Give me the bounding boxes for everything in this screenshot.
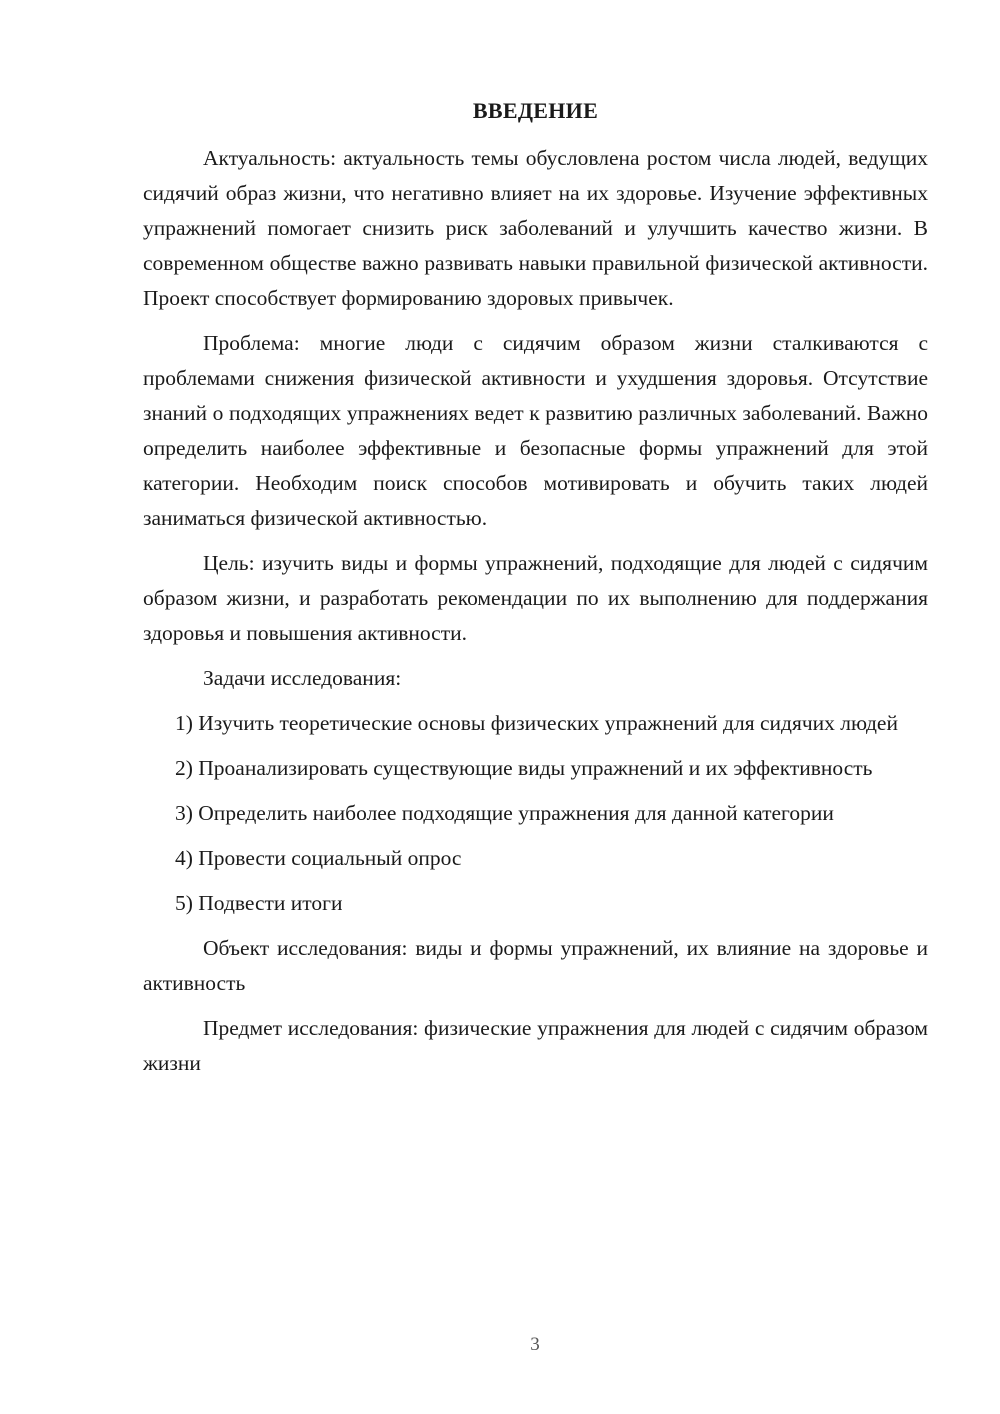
task-item-3: 3) Определить наиболее подходящие упражнения для данной категории xyxy=(175,801,834,825)
task-item-1: 1) Изучить теоретические основы физических упражнений для сидячих людей xyxy=(175,711,898,735)
tasks-heading: Задачи исследования: xyxy=(203,666,402,690)
goal-paragraph: Цель: изучить виды и формы упражнений, подходящие для людей с сидячим образом жизни, и разработать рекомендации по их выполнению для поддержания здоровья и повышения активности. xyxy=(143,551,928,645)
task-item-5: 5) Подвести итоги xyxy=(175,891,343,915)
subject-paragraph: Предмет исследования: физические упражнения для людей с сидячим образом жизни xyxy=(143,1016,928,1075)
relevance-paragraph: Актуальность: актуальность темы обусловлена ростом числа людей, ведущих сидячий образ жизни, что негативно влияет на их здоровье. Изучение эффективных упражнений помогает снизить риск заболеваний и улучшить качество жизни. В современном обществе важно развивать навыки правильной физической активности. Проект способствует формированию здоровых привычек. xyxy=(143,146,928,310)
task-item-4: 4) Провести социальный опрос xyxy=(175,846,462,870)
problem-paragraph: Проблема: многие люди с сидячим образом жизни сталкиваются с проблемами снижения физической активности и ухудшения здоровья. Отсутствие знаний о подходящих упражнениях ведет к развитию различных заболеваний. Важно определить наиболее эффективные и безопасные формы упражнений для этой категории. Необходим поиск способов мотивировать и обучить таких людей заниматься физической активностью. xyxy=(143,331,928,530)
section-title: ВВЕДЕНИЕ xyxy=(472,98,599,123)
page-number: 3 xyxy=(530,1334,540,1355)
task-item-2: 2) Проанализировать существующие виды упражнений и их эффективность xyxy=(175,756,873,780)
page-content xyxy=(143,96,928,1091)
object-paragraph: Объект исследования: виды и формы упражнений, их влияние на здоровье и активность xyxy=(143,936,928,995)
